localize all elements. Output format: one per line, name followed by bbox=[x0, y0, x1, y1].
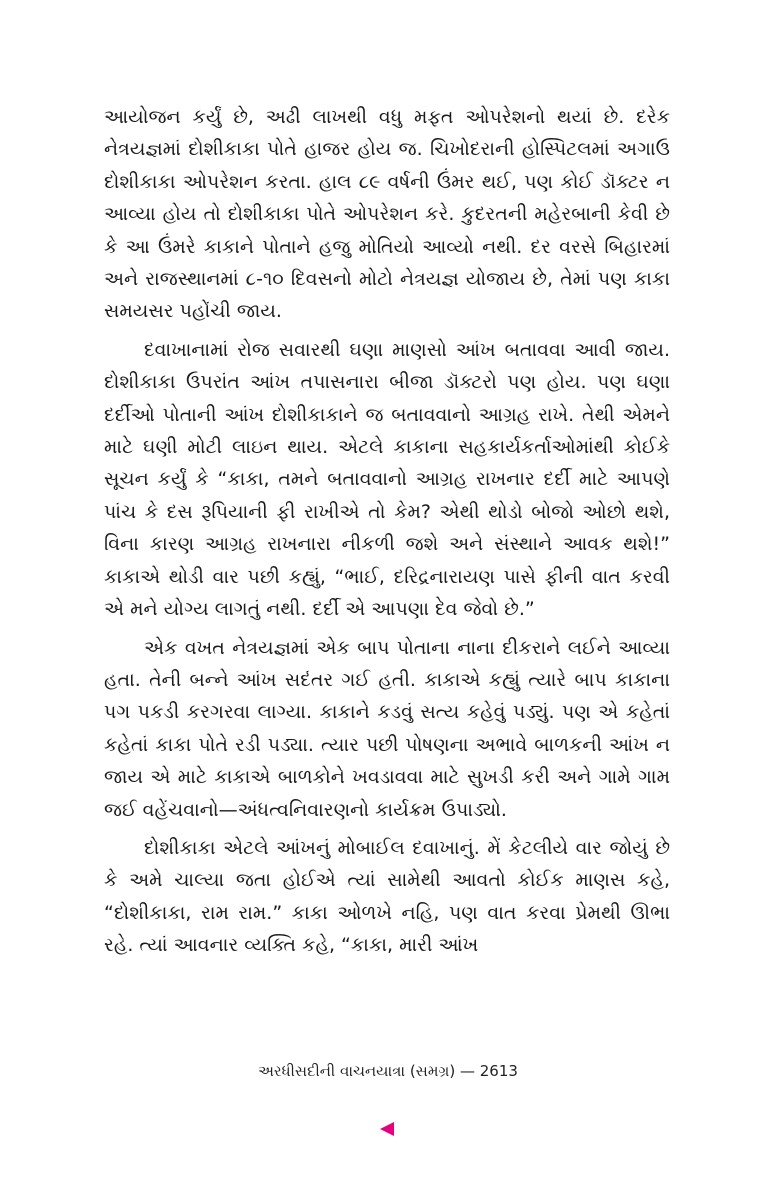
page-footer: અરધીસદીની વાચનયાત્રા (સમગ્ર) — 2613 bbox=[258, 1062, 518, 1080]
paragraph-2: દવાખાનામાં રોજ સવારથી ઘણા માણસો આંખ બતાવવા આવી જાય. દોશીકાકા ઉપરાંત આંખ તપાસનારા બીજા ડૉક્ટરો પણ હોય. પણ ઘણા દર્દીઓ પોતાની આંખ દોશીકાકાને જ બતાવવાનો આગ્રહ રાખે. તેથી એમને માટે ઘણી મોટી લાઇન થાય. એટલે કાકાના સહકાર્યકર્તાઓમાંથી કોઈકે સૂચન કર્યું કે “કાકા, તમને બતાવવાનો આગ્રહ રાખનાર દર્દી માટે આપણે પાંચ કે દસ રૂપિયાની ફી રાખીએ તો કેમ? એથી થોડો બોજો ઓછો થશે, વિના કારણ આગ્રહ રાખનારા નીકળી જશે અને સંસ્થાને આવક થશે!” કાકાએ થોડી વાર પછી કહ્યું, “ભાઈ, દરિદ્રનારાયણ પાસે ફીની વાત કરવી એ મને યોગ્ય લાગતું નથી. દર્દી એ આપણા દેવ જેવો છે.” bbox=[104, 338, 670, 621]
paragraph-3: એક વખત નેત્રયજ્ઞમાં એક બાપ પોતાના નાના દીકરાને લઈને આવ્યા હતા. તેની બન્ને આંખ સદંતર ગઈ હતી. કાકાએ કહ્યું ત્યારે બાપ કાકાના પગ પકડી કરગરવા લાગ્યા. કાકાને કડવું સત્ય કહેવું પડ્યું. પણ એ કહેતાં કહેતાં કાકા પોતે રડી પડ્યા. ત્યાર પછી પોષણના અભાવે બાળકની આંખ ન જાય એ માટે કાકાએ બાળકોને ખવડાવવા માટે સુખડી કરી અને ગામે ગામ જઈ વહેંચવાનો—અંધત્વનિવારણનો કાર્યક્રમ ઉપાડ્યો. bbox=[104, 636, 670, 821]
left-triangle-icon bbox=[380, 1122, 394, 1136]
paragraph-1: આયોજન કર્યું છે, અઢી લાખથી વધુ મફત ઓપરેશનો થયાં છે. દરેક નેત્રયજ્ઞમાં દોશીકાકા પોતે હાજર હોય જ. ચિખોદરાની હોસ્પિટલમાં અગાઉ દોશીકાકા ઓપરેશન કરતા. હાલ ૮૯ વર્ષની ઉંમર થઈ, પણ કોઈ ડૉક્ટર ન આવ્યા હોય તો દોશીકાકા પોતે ઓપરેશન કરે. કુદરતની મહેરબાની કેવી છે કે આ ઉંમરે કાકાને પોતાને હજુ મોતિયો આવ્યો નથી. દર વરસે બિહારમાં અને રાજસ્થાનમાં ૮-૧૦ દિવસનો મોટો નેત્રયજ્ઞ યોજાય છે, તેમાં પણ કાકા સમયસર પહોંચી જાય. bbox=[104, 106, 670, 323]
paragraph-4: દોશીકાકા એટલે આંખનું મોબાઈલ દવાખાનું. મેં કેટલીયે વાર જોયું છે કે અમે ચાલ્યા જતા હોઈએ ત્યાં સામેથી આવતો કોઈક માણસ કહે, “દોશીકાકા, રામ રામ.” કાકા ઓળખે નહિ, પણ વાત કરવા પ્રેમથી ઊભા રહે. ત્યાં આવનાર વ્યક્તિ કહે, “કાકા, મારી આંખ bbox=[104, 836, 670, 957]
body-text bbox=[104, 101, 670, 962]
